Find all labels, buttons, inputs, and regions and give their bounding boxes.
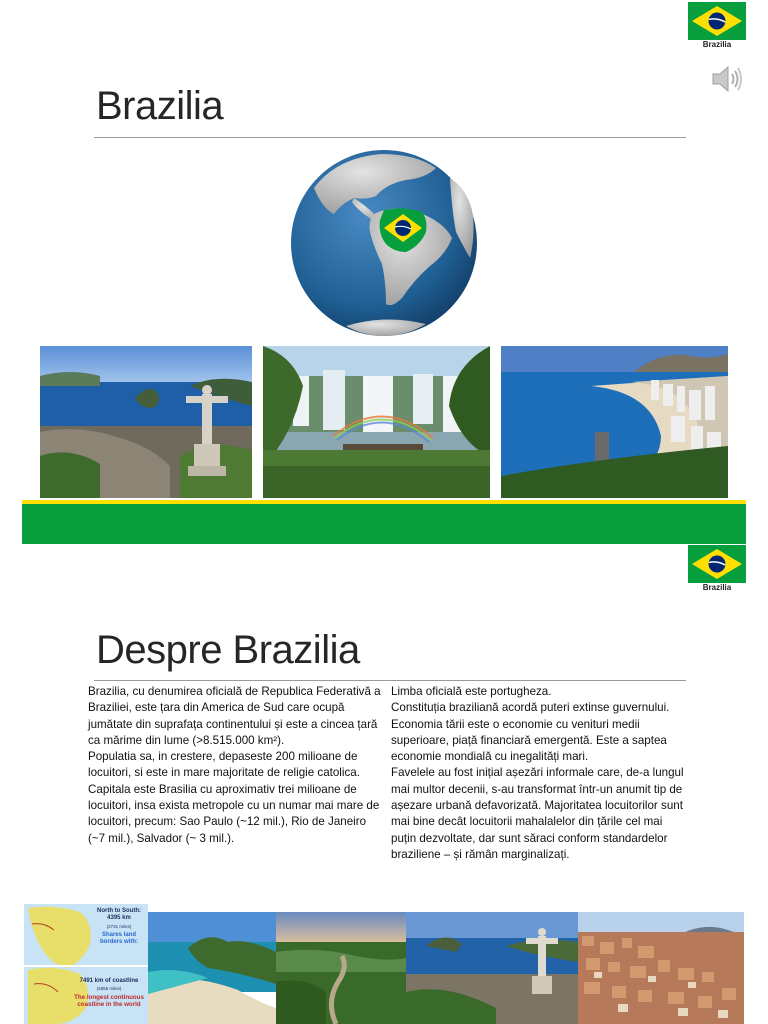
title-divider: [94, 680, 686, 681]
paragraph: Limba oficială este portugheza.: [391, 685, 552, 698]
right-text-column: [391, 684, 689, 863]
flag-badge-top: [688, 2, 746, 50]
brazil-flag-icon: [688, 545, 746, 583]
map-note-distance-small: (2731 miles): [106, 924, 132, 929]
flag-color-stripe: [22, 500, 746, 504]
paragraph: Populatia sa, in crestere, depaseste 200 milioane de locuitori, si este in mare majoritate de religie catolica.: [88, 750, 360, 780]
flag-caption: Brazilia: [702, 40, 732, 49]
paragraph: Economia tării este o economie cu venituri medii superioare, piață financiară emergentă. Este a saptea economie mondială cu inegalități mari.: [391, 717, 667, 764]
map-note-borders: Shares land borders with:: [99, 932, 138, 945]
copacabana-beach-photo: [501, 346, 728, 498]
map-note-coastline-small: (4655 miles): [96, 986, 122, 991]
speaker-icon[interactable]: [710, 62, 746, 96]
brazil-flag-icon: [688, 2, 746, 40]
rio-christ-aerial-photo: [406, 912, 578, 1024]
title-divider: [94, 137, 686, 138]
section-title: Despre Brazilia: [96, 628, 360, 672]
page-title: Brazilia: [96, 84, 224, 128]
flag-color-band: [22, 504, 746, 544]
iguazu-falls-photo: [263, 346, 490, 498]
flag-badge-bottom: [688, 545, 746, 593]
favela-photo: [578, 912, 744, 1024]
paragraph: Capitala este Brasilia cu aproximativ trei milioane de locuitori, insa exista metropole cu un numar mai mare de locuitori, precum: Sao Paulo (~12 mil.), Rio de Janeiro (~7 mil.), Salvador (~ 3 mil.).: [88, 782, 380, 845]
beach-island-photo: [148, 912, 276, 1024]
map-note-coast-claim: The longest continuous coastline in the world: [74, 994, 144, 1008]
rio-christ-photo: [40, 346, 252, 498]
amazon-forest-photo: [276, 912, 406, 1024]
map-note-distance: North to South: 4395 km: [97, 908, 141, 921]
paragraph: Brazilia, cu denumirea oficială de Republica Federativă a Braziliei, este țara din America de Sud care ocupă jumătate din suprafața continentului și este a cincea țară ca mărime din lume (>8.515.000 km²).: [88, 685, 381, 747]
left-text-column: [88, 684, 386, 847]
paragraph: Favelele au fost inițial așezări informale care, de-a lungul mai multor decenii, s-au transformat într-un anumit tip de așezare urbană defavorizată. Majoritatea locuitorilor sunt mai bine decât locuitorii mahalalelor din țările cel mai puțin dezvoltate, dar sunt săraci conform standardelor braziliene – și rămân marginalizați.: [391, 766, 684, 861]
map-note-coastline: 7491 km of coastline: [79, 978, 139, 984]
brazil-map-thumbnail: [24, 904, 148, 1024]
flag-caption: Brazilia: [702, 583, 732, 592]
globe-image: [286, 148, 482, 338]
paragraph: Constituția braziliană acordă puteri extinse guvernului.: [391, 701, 670, 715]
